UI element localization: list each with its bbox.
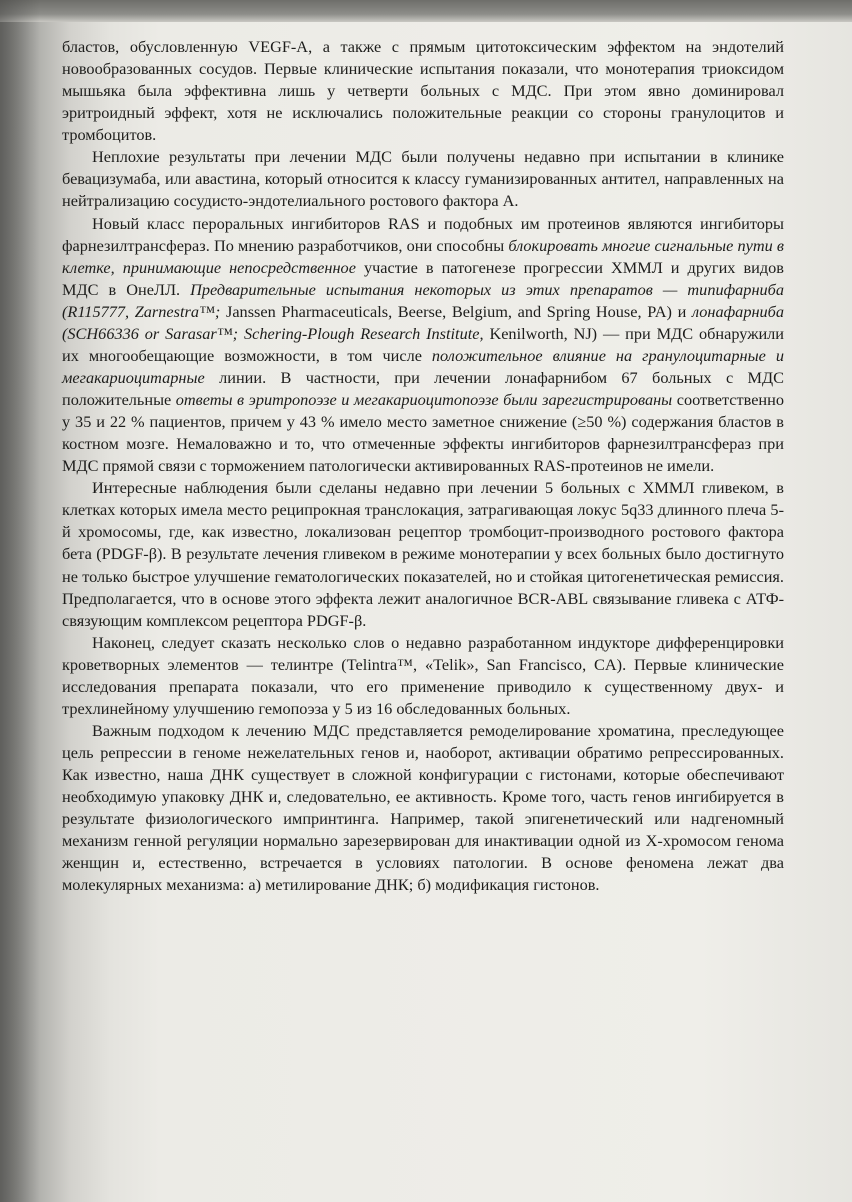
paragraph-1-text: бластов, обусловленную VEGF-A, а также с прямым цитотоксическим эффектом на эндотелий новообразованных сосудов. Первые клинические испытания показали, что монотерапия триоксидом мышьяка была эффективна лишь у четверти больных с МДС. При этом явно доминировал эритроидный эффект, хотя не исключались положительные реакции со стороны гранулоцитов и тромбоцитов. bbox=[62, 37, 784, 145]
paragraph-3-segment: участие в патогенезе прогрессии ХММЛ и других видов МДС в ОнеЛЛ. bbox=[62, 257, 784, 299]
body-text bbox=[62, 36, 784, 896]
paragraph-3-italic-segment: блокировать многие сигнальные пути в клетке, принимающие непосредственное bbox=[62, 235, 784, 277]
paragraph-3-segment: линии. В частности, при лечении лонафарнибом 67 больных с МДС положительные bbox=[62, 367, 784, 409]
paragraph-6 bbox=[62, 720, 784, 897]
paragraph-5 bbox=[62, 632, 784, 720]
paragraph-6-text: Важным подходом к лечению МДС представляется ремоделирование хроматина, преследующее цель репрессии в геноме нежелательных генов и, наоборот, активации обратимо репрессированных. Как известно, наша ДНК существует в сложной конфигурации с гистонами, которые обеспечивают необходимую упаковку ДНК и, следовательно, ее активность. Кроме того, часть генов ингибируется в результате физиологического импринтинга. Например, такой эпигенетический или надгеномный механизм генной регуляции нормально зарезервирован для инактивации одной из Х-хромосом генома женщин и, естественно, встречается в условиях патологии. В основе феномена лежат два молекулярных механизма: а) метилирование ДНК; б) модификация гистонов. bbox=[62, 720, 784, 895]
paragraph-3-italic-segment: Предварительные испытания некоторых из этих препаратов — типифарниба (R115777, Zarnestra™; bbox=[62, 279, 784, 321]
paragraph-3-italic-segment: лонафарниба (SCH66336 or Sarasar™; Schering-Plough Research Institute, bbox=[62, 301, 785, 343]
paragraph-1 bbox=[62, 36, 784, 146]
paragraph-2 bbox=[62, 146, 784, 212]
page-binding-shadow bbox=[0, 0, 40, 1202]
paragraph-3-segment: Новый класс пероральных ингибиторов RAS и подобных им протеинов являются ингибиторы фарнезилтрансфераз. По мнению разработчиков, они способны bbox=[62, 213, 784, 255]
paragraph-4 bbox=[62, 477, 784, 631]
paragraph-3 bbox=[62, 213, 784, 478]
paragraph-3-segment: соответственно у 35 и 22 % пациентов, причем у 43 % имело место заметное снижение (≥50 %) содержания бластов в костном мозге. Немаловажно и то, что отмеченные эффекты ингибиторов фарнезилтрансфераз при МДС прямой связи с торможением патологически активированных RAS-протеинов не имели. bbox=[62, 390, 784, 476]
paragraph-4-text: Интересные наблюдения были сделаны недавно при лечении 5 больных с ХММЛ гливеком, в клетках которых имела место реципрокная транслокация, затрагивающая локус 5q33 длинного плеча 5-й хромосомы, где, как известно, локализован рецептор тромбоцит-производного ростового фактора бета (PDGF-β). В результате лечения гливеком в режиме монотерапии у всех больных было достигнуто не только быстрое улучшение гематологических показателей, но и стойкая цитогенетическая ремиссия. Предполагается, что в основе этого эффекта лежит аналогичное BCR-ABL связывание гливека с АТФ-связующим комплексом рецептора PDGF-β. bbox=[62, 478, 784, 630]
page-top-edge-shadow bbox=[0, 0, 852, 22]
paragraph-3-italic-segment: ответы в эритропоэзе и мегакариоцитопоэзе были зарегистрированы bbox=[175, 390, 673, 409]
paragraph-3-segment: Kenilworth, NJ) — при МДС обнаружили их многообещающие возможности, в том числе bbox=[62, 323, 784, 365]
paragraph-5-text: Наконец, следует сказать несколько слов о недавно разработанном индукторе дифференцировки кроветворных элементов — телинтре (Telintra™, «Telik», San Francisco, CA). Первые клинические исследования препарата показали, что его применение приводило к существенному двух- и трехлинейному улучшению гемопоэза у 5 из 16 обследованных больных. bbox=[62, 632, 784, 718]
paragraph-2-text: Неплохие результаты при лечении МДС были получены недавно при испытании в клинике бевацизумаба, или авастина, который относится к классу гуманизированных антител, направленных на нейтрализацию сосудисто-эндотелиального ростового фактора А. bbox=[62, 147, 784, 211]
paragraph-3-segment: Janssen Pharmaceuticals, Beerse, Belgium, and Spring House, PA) и bbox=[226, 301, 692, 321]
paragraph-3-italic-segment: положительное влияние на гранулоцитарные и мегакариоцитарные bbox=[62, 345, 784, 387]
